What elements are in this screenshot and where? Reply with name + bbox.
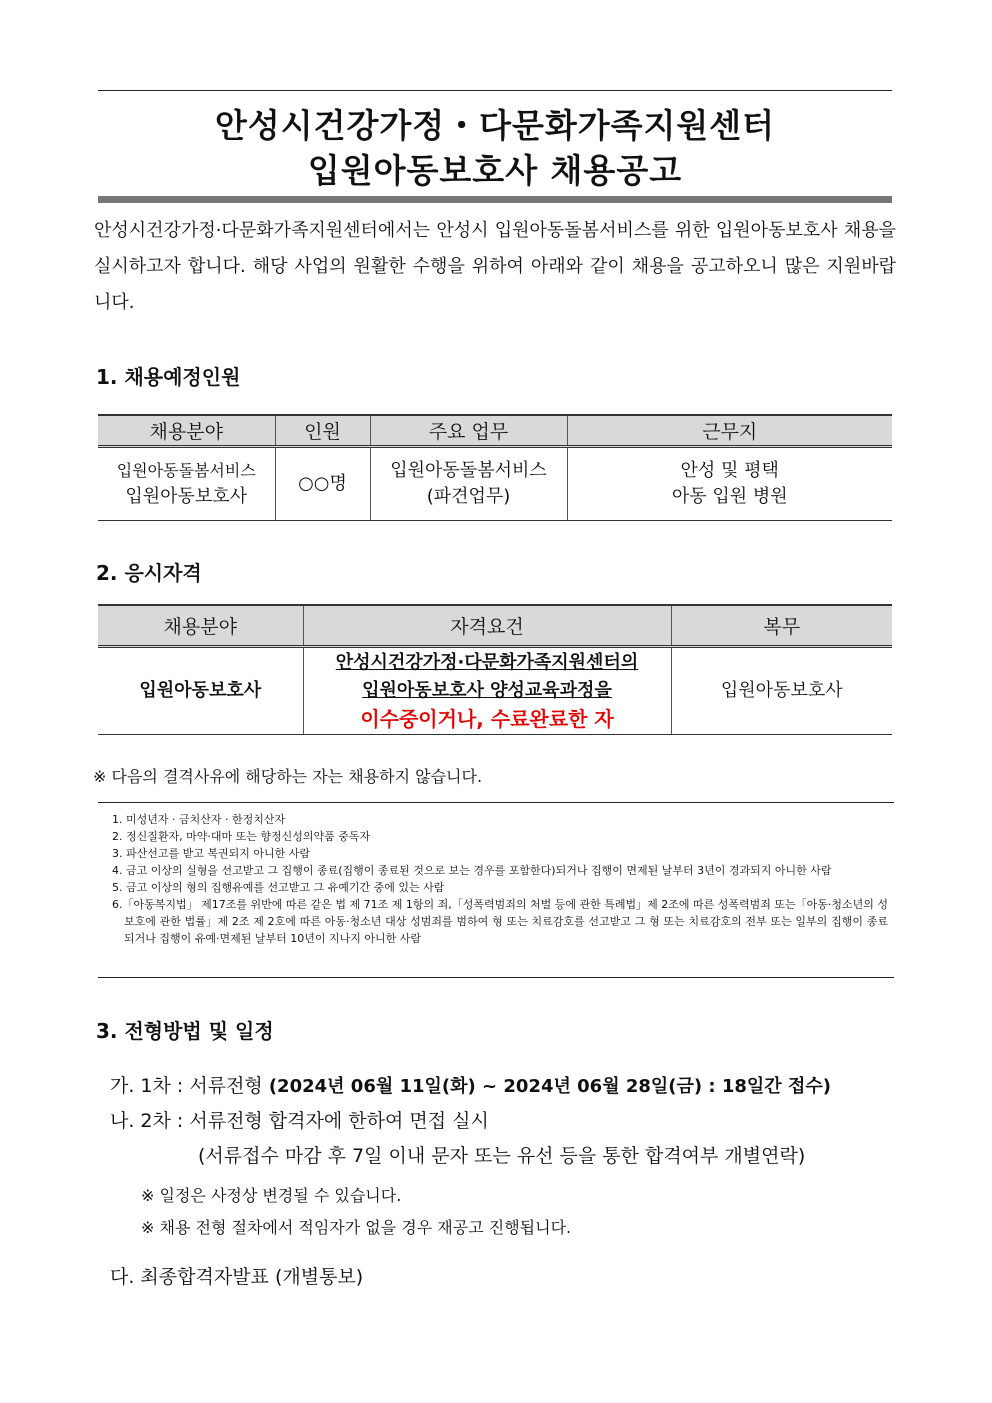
header-requirement: 자격요건	[303, 605, 671, 647]
requirement-line1: 안성시건강가정·다문화가족지원센터의	[335, 652, 639, 673]
place-line2: 아동 입원 병원	[671, 486, 788, 507]
page-title-line1: 안성시건강가정・다문화가족지원센터	[214, 106, 776, 145]
schedule-note2: ※ 채용 전형 절차에서 적임자가 없을 경우 재공고 진행됩니다.	[141, 1218, 572, 1237]
cell-count: ○○명	[275, 447, 370, 521]
top-rule	[98, 90, 892, 91]
intro-paragraph: 안성시건강가정·다문화가족지원센터에서는 안성시 입원아동돌봄서비스를 위한 입원아동보호사 채용을 실시하고자 합니다. 해당 사업의 원활한 수행을 위하여 아래와 같이 채용을 공고하오니 많은 지원바랍니다.	[94, 220, 896, 313]
section1-heading: 1. 채용예정인원	[96, 365, 241, 389]
section2-heading: 2. 응시자격	[96, 561, 202, 585]
list-item: 6.「아동복지법」 제17조를 위반에 따른 같은 법 제 71조 제 1항의 죄,「성폭력범죄의 처벌 등에 관한 특례법」제 2조에 따른 성폭력범죄 또는「아동·청소년의 성보호에 관한 법률」제 2조 제 2호에 따른 아동·청소년 대상 성범죄를 범하여 형 또는 치료감호를 선고받고 그 형 또는 치료감호의 전부 또는 일부의 집행이 종료되거나 집행이 유예·면제된 날부터 10년이 지나지 아니한 사람	[112, 898, 888, 945]
cell-requirement	[303, 647, 671, 735]
step1-date: (2024년 06월 11일(화) ~ 2024년 06월 28일(금) : 18일간 접수)	[268, 1076, 831, 1097]
step2-line: 나. 2차 : 서류전형 합격자에 한하여 면접 실시	[110, 1110, 489, 1132]
list-item: 1. 미성년자 · 금치산자 · 한정치산자	[112, 813, 286, 826]
list-item: 5. 금고 이상의 형의 집행유예를 선고받고 그 유예기간 중에 있는 사람	[112, 881, 445, 894]
header-duty: 주요 업무	[370, 415, 567, 447]
field-line2: 입원아동보호사	[125, 486, 248, 507]
requirement-line2: 입원아동보호사 양성교육과정을	[362, 680, 612, 701]
header-field: 채용분야	[98, 605, 303, 647]
qualification-table	[98, 604, 892, 735]
disqualification-box	[98, 802, 894, 978]
cell-service: 입원아동보호사	[671, 647, 892, 735]
header-place: 근무지	[567, 415, 892, 447]
step1-label: 가. 1차 : 서류전형	[110, 1075, 269, 1097]
title-divider	[98, 196, 892, 203]
list-item: 3. 파산선고를 받고 복권되지 아니한 사람	[112, 847, 310, 860]
requirement-line3: 이수중이거나, 수료완료한 자	[360, 707, 614, 731]
header-count: 인원	[275, 415, 370, 447]
cell-field: 입원아동보호사	[98, 647, 303, 735]
disqualification-list	[112, 811, 888, 947]
list-item: 2. 정신질환자, 마약·대마 또는 향정신성의약품 중독자	[112, 830, 371, 843]
schedule-note1: ※ 일정은 사정상 변경될 수 있습니다.	[141, 1186, 402, 1205]
step1-line	[110, 1071, 900, 1098]
table-row	[98, 447, 892, 521]
recruitment-table	[98, 414, 892, 521]
list-item: 4. 금고 이상의 실형을 선고받고 그 집행이 종료(집행이 종료된 것으로 보는 경우를 포함한다)되거나 집행이 면제된 날부터 3년이 경과되지 아니한 사람	[112, 864, 832, 877]
table-row	[98, 647, 892, 735]
field-line1: 입원아동돌봄서비스	[116, 461, 256, 480]
cell-field	[98, 447, 275, 521]
header-field: 채용분야	[98, 415, 275, 447]
step3-line: 다. 최종합격자발표 (개별통보)	[110, 1266, 364, 1288]
duty-line1: 입원아동돌봄서비스	[390, 460, 547, 481]
place-line1: 안성 및 평택	[680, 460, 779, 481]
page-title-line2: 입원아동보호사 채용공고	[307, 151, 683, 190]
section3-heading: 3. 전형방법 및 일정	[96, 1019, 274, 1043]
cell-place	[567, 447, 892, 521]
step2-detail: (서류접수 마감 후 7일 이내 문자 또는 유선 등을 통한 합격여부 개별연락)	[198, 1145, 806, 1167]
cell-duty	[370, 447, 567, 521]
duty-line2: (파견업무)	[426, 486, 511, 507]
disqualification-note: ※ 다음의 결격사유에 해당하는 자는 채용하지 않습니다.	[93, 767, 483, 786]
header-service: 복무	[671, 605, 892, 647]
